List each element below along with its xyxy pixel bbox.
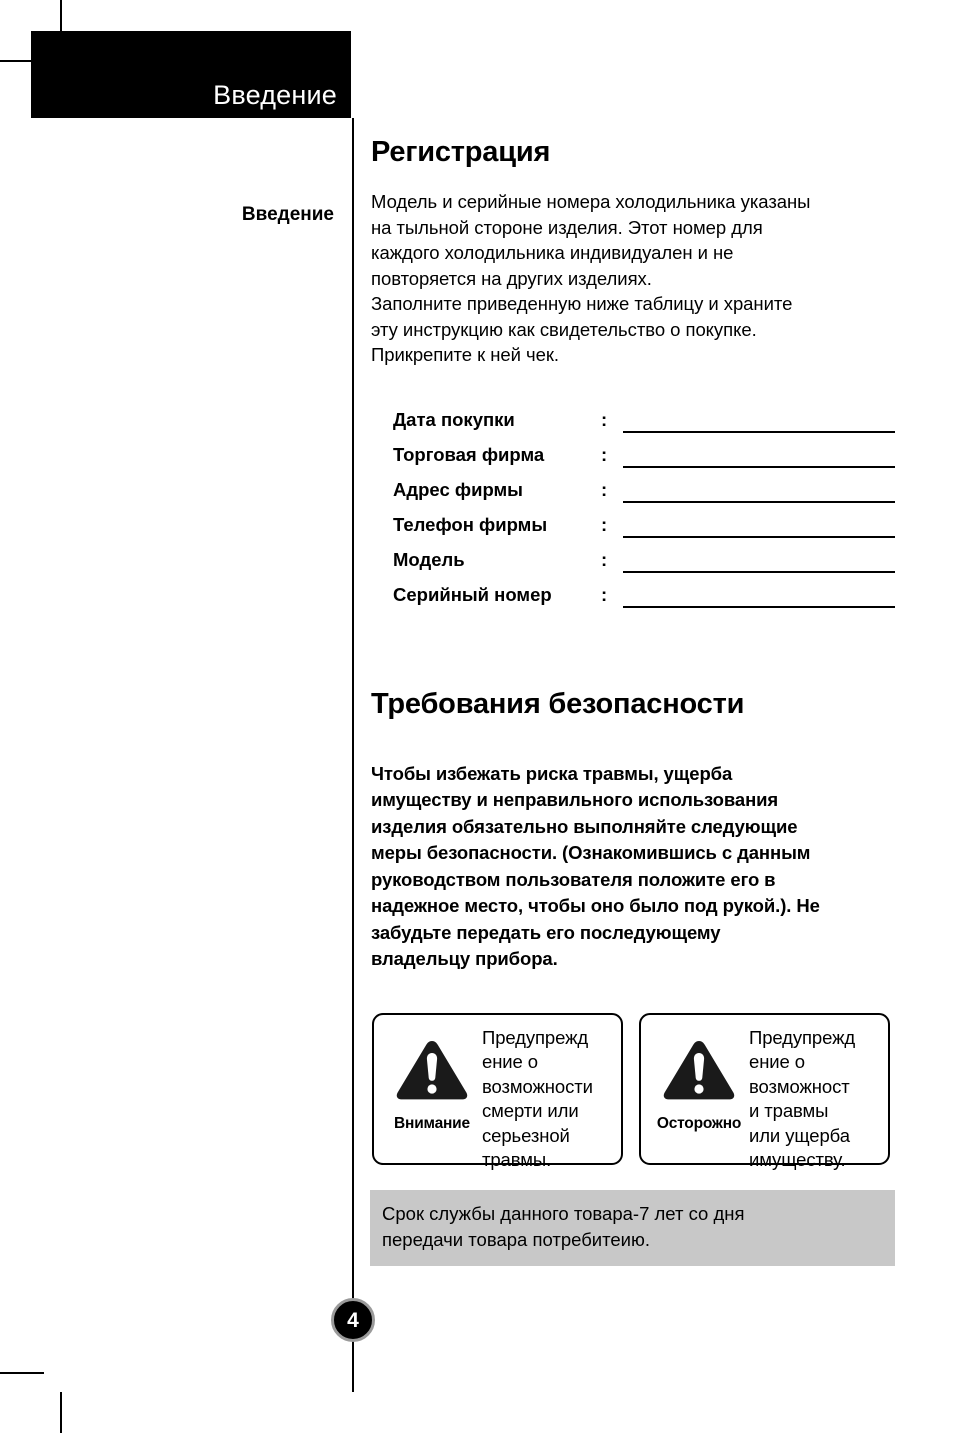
registration-form <box>393 398 895 608</box>
service-life-line: Срок службы данного товара-7 лет со дня <box>382 1202 745 1224</box>
warning-text-line: Предупрежд <box>482 1026 589 1048</box>
field-colon: : <box>601 478 608 500</box>
safety-note-line: имуществу и неправильного использования <box>371 789 779 810</box>
safety-note-line: надежное место, чтобы оно было под рукой.). Не <box>371 895 820 916</box>
paragraph-line: на тыльной стороне изделия. Этот номер для <box>371 216 763 238</box>
warning-text-line: имуществу. <box>749 1149 846 1170</box>
paragraph-line: Модель и серийные номера холодильника указаны <box>371 191 811 212</box>
warning-text-line: и травмы <box>749 1100 829 1121</box>
field-label: Дата покупки <box>393 408 515 430</box>
crop-mark-bottom-left-vertical <box>60 1392 62 1433</box>
field-label: Торговая фирма <box>393 443 545 465</box>
warning-triangle-icon <box>395 1039 469 1101</box>
safety-note-line: владельцу прибора. <box>371 948 558 969</box>
registration-heading: Регистрация <box>371 136 551 168</box>
warning-boxes-row <box>372 1013 895 1170</box>
safety-note-line: забудьте передать его последующему <box>371 921 721 943</box>
field-label: Адрес фирмы <box>393 478 523 500</box>
form-row-dealer-phone <box>393 503 895 538</box>
service-life-band <box>370 1190 895 1266</box>
warning-text-line: возможности <box>482 1075 593 1097</box>
page-number: 4 <box>347 1308 359 1332</box>
warning-text-line: возможност <box>749 1075 850 1097</box>
crop-mark-bottom-left-horizontal <box>0 1372 44 1374</box>
dealer-address-input[interactable] <box>623 475 895 503</box>
form-row-model <box>393 538 895 573</box>
warning-box-caution <box>639 1013 890 1170</box>
crop-mark-top-left-horizontal <box>0 60 33 62</box>
main-column <box>371 135 895 1266</box>
column-divider-rule <box>352 118 354 1392</box>
warning-text-line: травмы. <box>482 1149 552 1170</box>
paragraph-line: каждого холодильника индивидуален и не <box>371 242 734 263</box>
paragraph-line: Прикрепите к ней чек. <box>371 344 559 365</box>
warning-text-line: серьезной <box>482 1124 570 1146</box>
warning-icon-column <box>382 1022 482 1157</box>
warning-text-line: или ущерба <box>749 1124 850 1146</box>
warning-text-danger <box>482 1022 615 1170</box>
running-head-bar <box>31 31 351 118</box>
purchase-date-input[interactable] <box>623 405 895 433</box>
form-row-serial-number <box>393 573 895 608</box>
field-colon: : <box>601 513 608 535</box>
warning-icon-column <box>649 1022 749 1157</box>
paragraph-line: повторяется на других изделиях. <box>371 267 652 289</box>
model-input[interactable] <box>623 545 895 573</box>
margin-section-label: Введение <box>241 204 334 225</box>
warning-triangle-icon <box>662 1039 736 1101</box>
service-life-line: передачи товара потребитеию. <box>382 1228 651 1250</box>
safety-note-line: руководством пользователя положите его в <box>371 868 776 890</box>
dealer-name-input[interactable] <box>623 440 895 468</box>
warning-text-line: Предупрежд <box>749 1026 856 1048</box>
running-head-title: Введение <box>213 80 337 110</box>
crop-mark-top-left-vertical <box>60 0 62 32</box>
safety-note-line: меры безопасности. (Ознакомившись с данным <box>371 842 811 863</box>
form-row-purchase-date <box>393 398 895 433</box>
field-colon: : <box>601 408 608 430</box>
warning-text-line: ение о <box>482 1051 538 1072</box>
registration-paragraph <box>371 189 895 368</box>
warning-word-label: Внимание <box>394 1114 470 1132</box>
field-colon: : <box>601 548 608 570</box>
paragraph-line: эту инструкцию как свидетельство о покупке. <box>371 318 757 340</box>
form-row-dealer-address <box>393 468 895 503</box>
warning-box-danger <box>372 1013 623 1170</box>
warning-text-caution <box>749 1022 882 1170</box>
warning-text-line: смерти или <box>482 1100 579 1121</box>
field-colon: : <box>601 583 608 605</box>
form-row-dealer-name <box>393 433 895 468</box>
dealer-phone-input[interactable] <box>623 510 895 538</box>
safety-note-line: Чтобы избежать риска травмы, ущерба <box>371 762 733 784</box>
field-label: Телефон фирмы <box>393 513 548 535</box>
serial-number-input[interactable] <box>623 580 895 608</box>
warning-text-line: ение о <box>749 1051 805 1072</box>
safety-note-line: изделия обязательно выполняйте следующие <box>371 815 798 837</box>
field-label: Модель <box>393 548 465 570</box>
field-colon: : <box>601 443 608 465</box>
page-number-badge <box>331 1298 375 1342</box>
safety-heading: Требования безопасности <box>371 687 745 720</box>
safety-note-paragraph <box>371 761 871 973</box>
paragraph-line: Заполните приведенную ниже таблицу и храните <box>371 293 793 314</box>
warning-word-label: Осторожно <box>656 1114 742 1132</box>
field-label: Серийный номер <box>393 583 552 605</box>
